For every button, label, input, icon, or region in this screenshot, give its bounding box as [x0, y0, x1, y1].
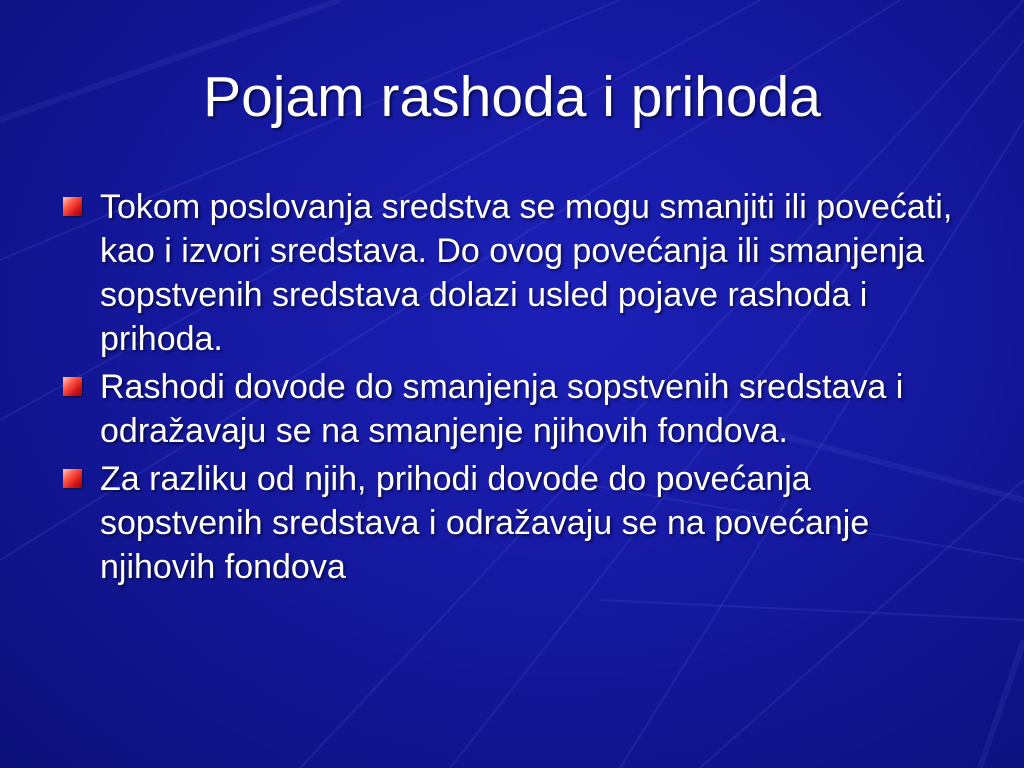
- slide-title: Pojam rashoda i prihoda: [203, 65, 821, 129]
- bullet-list: [60, 185, 980, 593]
- red-square-bullet-icon: [63, 377, 82, 396]
- bullet-item: [60, 185, 980, 361]
- red-square-bullet-icon: [63, 197, 82, 216]
- bullet-text: Za razliku od njih, prihodi dovode do povećanja sopstvenih sredstava i odražavaju se na povećanje njihovih fondova: [100, 460, 870, 586]
- bullet-text: Rashodi dovode do smanjenja sopstvenih sredstava i odražavaju se na smanjenje njihovih fondova.: [100, 368, 904, 450]
- red-square-bullet-icon: [63, 469, 82, 488]
- bullet-item: [60, 457, 980, 589]
- bullet-text: Tokom poslovanja sredstva se mogu smanjiti ili povećati, kao i izvori sredstava. Do ovog povećanja ili smanjenja sopstvenih sredstava dolazi usled pojave rashoda i prihoda.: [100, 188, 953, 358]
- bullet-item: [60, 365, 980, 453]
